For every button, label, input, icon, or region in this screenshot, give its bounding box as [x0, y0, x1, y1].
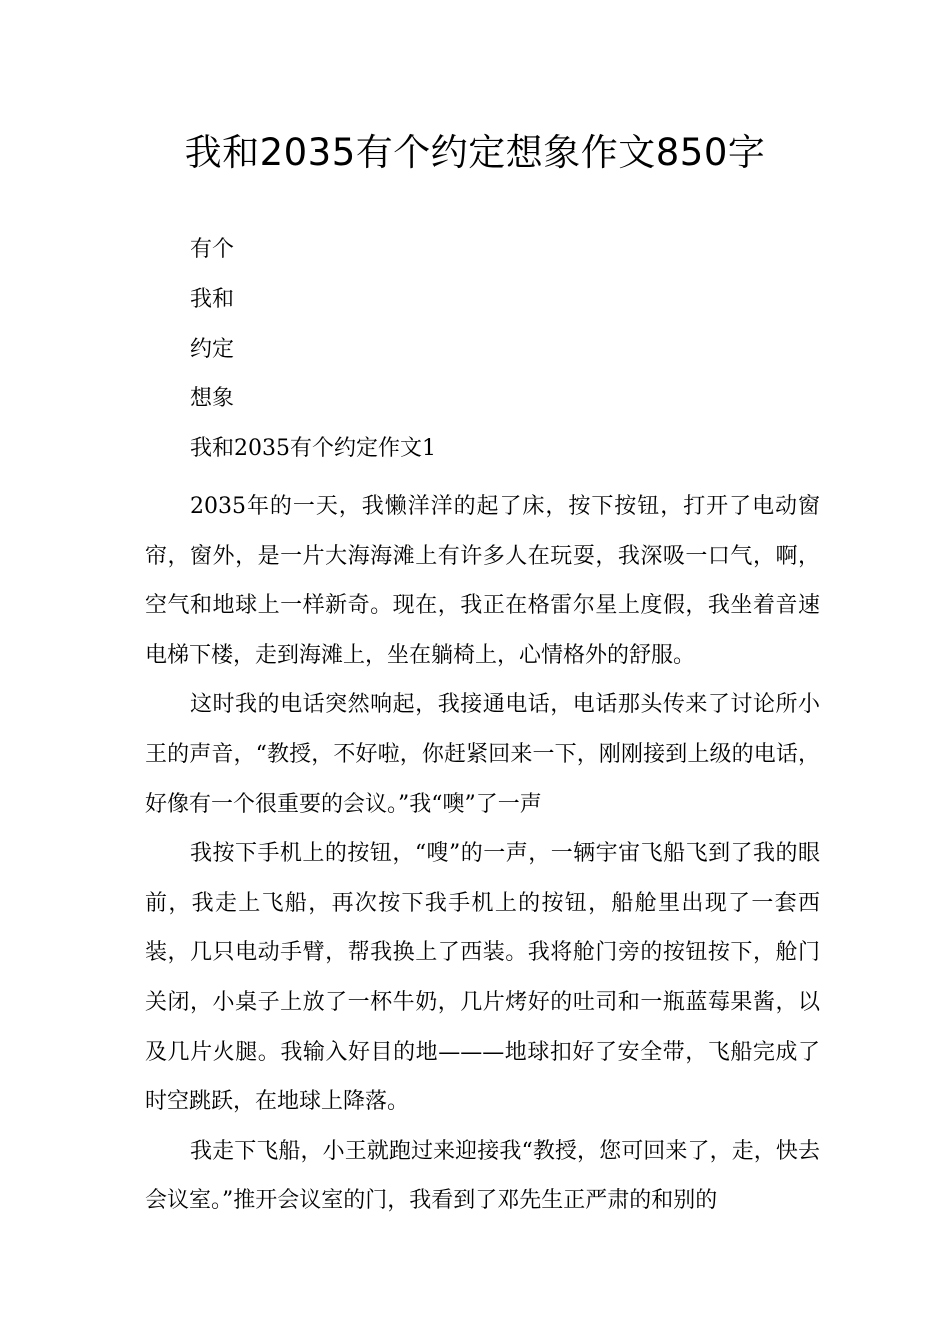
essay-body: [145, 482, 820, 1226]
keyword-line: 约定: [190, 337, 235, 362]
paragraph: 2035年的一天，我懒洋洋的起了床，按下按钮，打开了电动窗帘，窗外，是一片大海海滩上有许多人在玩耍，我深吸一口气，啊，空气和地球上一样新奇。现在，我正在格雷尔星上度假，我坐着音速电梯下楼，走到海滩上，坐在躺椅上，心情格外的舒服。: [145, 494, 820, 668]
keyword-line: 有个: [190, 237, 235, 262]
essay-subtitle: 我和2035有个约定作文1: [190, 436, 436, 461]
paragraph: 我走下飞船，小王就跑过来迎接我“教授，您可回来了，走，快去会议室。”推开会议室的门，我看到了邓先生正严肃的和别的: [145, 1138, 820, 1214]
paragraph: 这时我的电话突然响起，我接通电话，电话那头传来了讨论所小王的声音，“教授，不好啦，你赶紧回来一下，刚刚接到上级的电话，好像有一个很重要的会议。”我“噢”了一声: [145, 692, 820, 817]
paragraph: 我按下手机上的按钮，“嗖”的一声，一辆宇宙飞船飞到了我的眼前，我走上飞船，再次按下我手机上的按钮，船舱里出现了一套西装，几只电动手臂，帮我换上了西装。我将舱门旁的按钮按下，舱门关闭，小桌子上放了一杯牛奶，几片烤好的吐司和一瓶蓝莓果酱，以及几片火腿。我输入好目的地———地球扣好了安全带，飞船完成了时空跳跃，在地球上降落。: [145, 841, 820, 1115]
keyword-line: 想象: [190, 386, 235, 411]
keyword-line: 我和: [190, 287, 235, 312]
document-title: 我和2035有个约定想象作文850字: [184, 131, 766, 174]
